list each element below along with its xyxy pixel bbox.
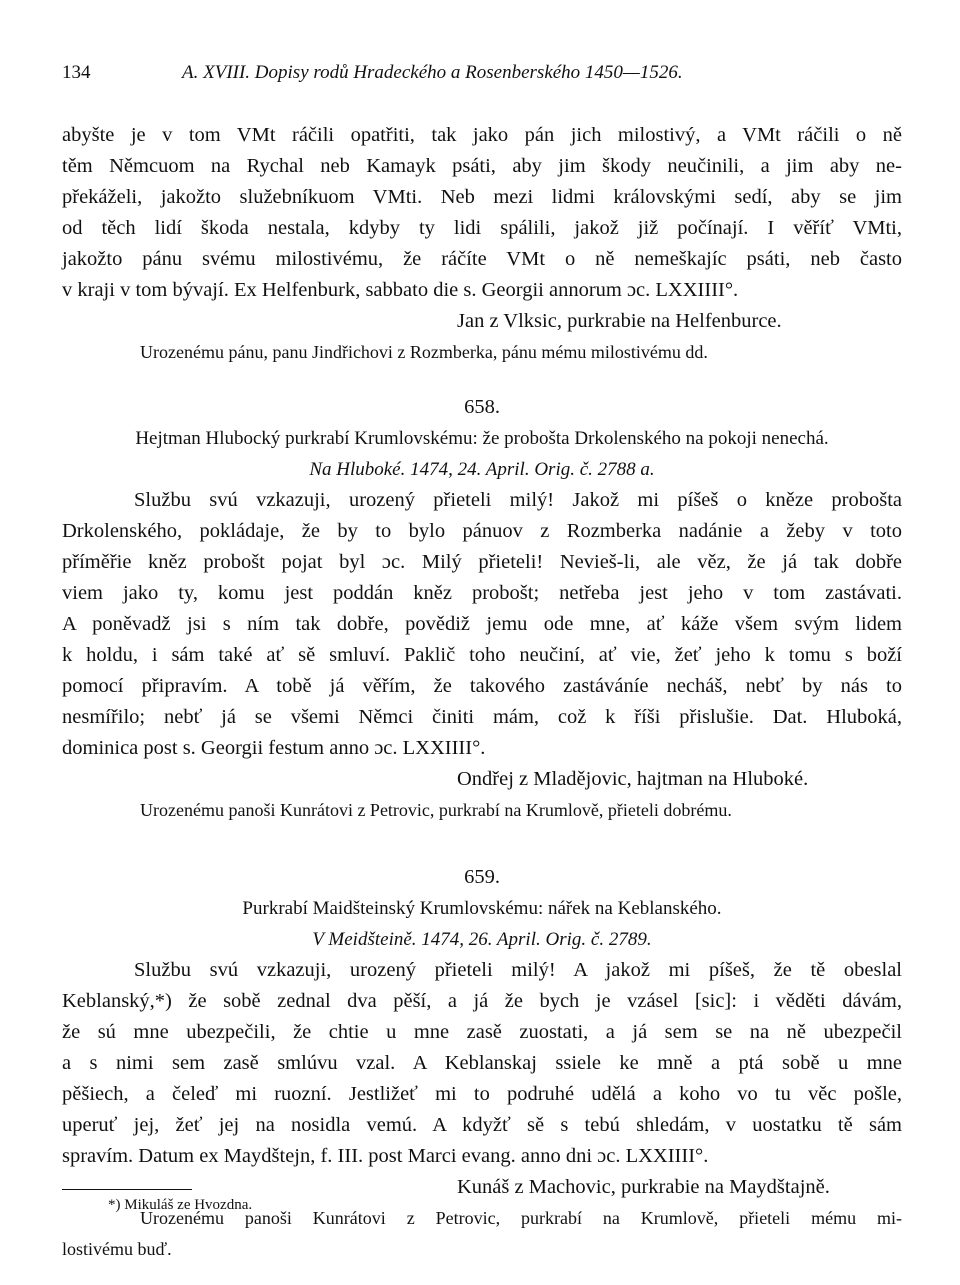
signature: Ondřej z Mladějovic, hajtman na Hluboké. — [457, 768, 809, 790]
letter-number: 658. — [464, 396, 500, 418]
page-body — [62, 120, 902, 1265]
text-line: pomocí připravím. A tobě já věřím, že takového zastáváníe necháš, nebť by nás to — [62, 675, 902, 697]
letter-source: V Meidšteině. 1474, 26. April. Orig. č. 2789. — [312, 929, 652, 950]
text-line: viem jako ty, komu jest poddán kněz probošt; netřeba jest jeho v tom zastávati. — [62, 582, 902, 604]
text-line: jakožto pánu svému milostivému, že ráčíte VMt o ně nemeškajíc psáti, neb často — [62, 248, 902, 270]
text-line: spravím. Datum ex Maydštejn, f. III. post Marci evang. anno dni ɔc. LXXIIII°. — [62, 1145, 709, 1167]
letter-headline: Hejtman Hlubocký purkrabí Krumlovskému: že probošta Drkolenského na pokoji nenechá. — [135, 428, 829, 449]
text-line: od těch lidí škoda nestala, kdyby ty lidi spálili, jakož již počínají. I věříť VMti, — [62, 217, 902, 239]
text-line: Keblanský,*) že sobě zednal dva pěší, a já že bych je vzásel [sic]: i věděti dávám, — [62, 990, 902, 1012]
text-line: příměřie kněz probošt pojat byl ɔc. Milý přieteli! Nevieš-li, ale věz, že já tak dobře — [62, 551, 902, 573]
letter-658 — [62, 392, 902, 826]
address: Urozenému panoši Kunrátovi z Petrovic, purkrabí na Krumlově, přieteli mému mi- — [140, 1208, 902, 1228]
text-line: Drkolenského, pokládaje, že by to bylo pánuov z Rozmberka nadánie a žeby v toto — [62, 520, 902, 542]
text-line: těm Němcuom na Rychal neb Kamayk psáti, aby jim škody neučinili, a jim aby ne- — [62, 155, 902, 177]
text-line: Službu svú vzkazuji, urozený přieteli milý! Jakož mi píšeš o kněze probošta — [134, 489, 902, 511]
text-line: uperuť jej, žeť jej na nosidla vemú. A kdyžť sě s tebú shledám, v uostatku tě sám — [62, 1114, 902, 1136]
running-title: A. XVIII. Dopisy rodů Hradeckého a Rosenberského 1450—1526. — [182, 62, 683, 83]
signature: Jan z Vlksic, purkrabie na Helfenburce. — [457, 310, 782, 332]
letter-number: 659. — [464, 866, 500, 888]
text-line: pěšiech, a čeleď mi ruozní. Jestližeť mi to podruhé udělá a koho vo tu věc pošle, — [62, 1083, 902, 1105]
text-line: dominica post s. Georgii festum anno ɔc. LXXIIII°. — [62, 737, 486, 759]
page-number: 134 — [62, 62, 91, 83]
prev-letter-text — [62, 120, 902, 368]
letter-source: Na Hluboké. 1474, 24. April. Orig. č. 2788 a. — [309, 459, 655, 480]
text-line: nesmířilo; nebť já se všemi Němci činiti mám, což k říši přislušie. Dat. Hluboká, — [62, 706, 902, 728]
footnote: *) Mikuláš ze Hvozdna. — [108, 1197, 253, 1213]
address: Urozenému panoši Kunrátovi z Petrovic, purkrabí na Krumlově, přieteli dobrému. — [140, 800, 732, 820]
text-line: abyšte je v tom VMt ráčili opatřiti, tak jako pán jich milostivý, a VMt ráčili o ně — [62, 124, 902, 146]
signature: Kunáš z Machovic, purkrabie na Maydštajně. — [457, 1176, 830, 1198]
text-line: v kraji v tom bývají. Ex Helfenburk, sabbato die s. Georgii annorum ɔc. LXXIIII°. — [62, 279, 739, 301]
text-line: k holdu, i sám také ať sě smluví. Paklič toho neučiní, ať vie, žeť jeho k tomu s boží — [62, 644, 902, 666]
text-line: že sú mne ubezpečili, že chtie u mne zasě zuostati, a já sem se na ně ubezpečil — [62, 1021, 902, 1043]
address: Urozenému pánu, panu Jindřichovi z Rozmberka, pánu mému milostivému dd. — [140, 342, 708, 362]
text-line: Službu svú vzkazuji, urozený přieteli milý! A jakož mi píšeš, že tě obeslal — [134, 959, 902, 981]
page-header — [62, 62, 902, 92]
footnote-divider — [62, 1189, 192, 1190]
text-line: A poněvadž jsi s ním tak dobře, povědiž jemu ode mne, ať káže všem svým lidem — [62, 613, 902, 635]
text-line: překáželi, jakožto služebníkuom VMti. Neb mezi lidmi královskými sedí, aby se jim — [62, 186, 902, 208]
text-line: a s nimi sem zasě smlúvu vzal. A Keblanskaj ssiele ke mně a ptá sobě u mne — [62, 1052, 902, 1074]
letter-headline: Purkrabí Maidšteinský Krumlovskému: nářek na Keblanského. — [242, 898, 722, 919]
address: lostivému buď. — [62, 1239, 172, 1259]
